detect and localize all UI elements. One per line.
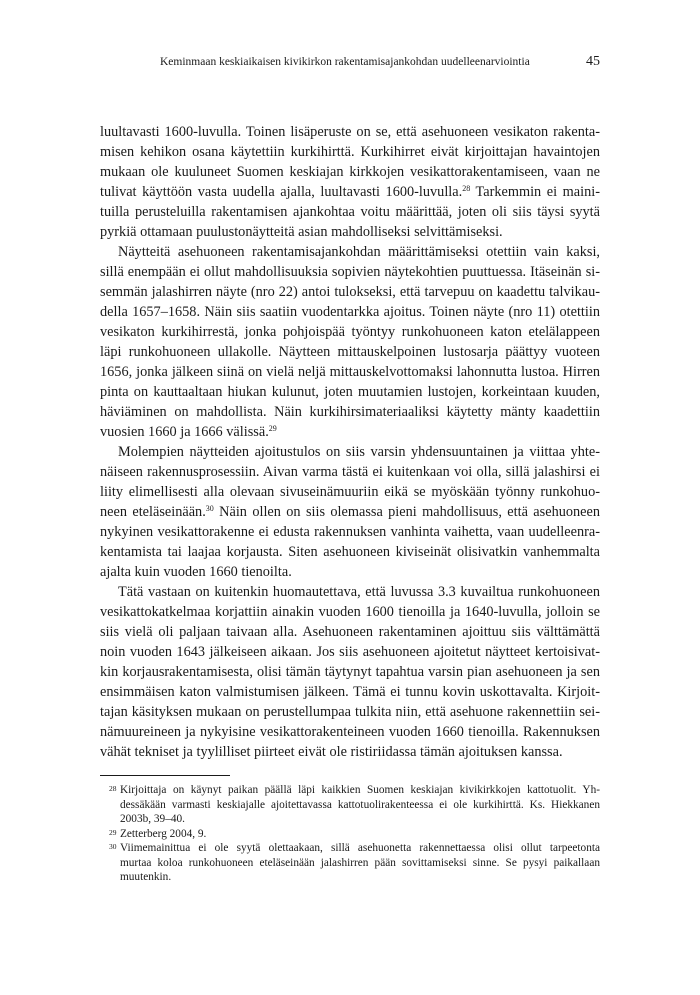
footnote-line	[100, 870, 600, 885]
footnote	[100, 841, 600, 885]
text-line	[100, 742, 600, 762]
text-segment: misen kehikon osana käytettiin kurkihirttä. Kurkihirret eivät kirjoittajan havaintojen	[100, 144, 600, 160]
text-line	[100, 182, 600, 202]
text-segment: nämuureineen ja nykyisine vesikattorakenteineen vuoden 1660 tienoilla. Rakennuksen	[100, 724, 600, 740]
text-line	[100, 562, 600, 582]
text-segment: pyrkiä ottamaan puulustonäytteitä asian mahdolliseksi selvittämiseksi.	[100, 224, 503, 240]
text-line	[100, 502, 600, 522]
text-line	[100, 202, 600, 222]
text-segment: liity elimellisesti alla olevaan sivuseinämuuriin eikä se myöskään työnny runkohuo-	[100, 484, 600, 500]
footnote	[100, 783, 600, 827]
text-segment: ajalta kuin vuoden 1660 tienoilta.	[100, 564, 292, 580]
text-segment: kin korjausrakentamisesta, olisi tämän täytynyt tapahtua varsin pian asehuoneen ja sen	[100, 664, 600, 680]
text-segment: Näytteitä asehuoneen rakentamisajankohdan määrittämiseksi otettiin vain kaksi,	[118, 244, 600, 260]
text-line	[100, 382, 600, 402]
footnote	[100, 827, 600, 842]
footnotes	[100, 783, 600, 885]
text-line	[100, 462, 600, 482]
footnote-ref[interactable]: 30	[205, 504, 214, 513]
text-segment: noin vuoden 1643 jälkeiseen aikaan. Jos siis asehuoneen ajoitetut näytteet kertoisivat-	[100, 644, 600, 660]
text-line	[100, 302, 600, 322]
text-segment: tuilla perusteluilla rakentamisen ajankohtaa voitu määrittää, joten oli siis täysi syytä	[100, 204, 600, 220]
text-segment: luultavasti 1600-luvulla. Toinen lisäperuste on se, että asehuoneen vesikaton rakenta-	[100, 124, 600, 140]
footnote-number: 29	[109, 827, 117, 837]
footnote-line	[100, 841, 600, 856]
paragraph	[100, 242, 600, 442]
footnote-text: Viimemainittua ei ole syytä olettaakaan, sillä asehuonetta rakennettaessa olisi ollut tarpeetonta	[120, 842, 600, 854]
text-segment: mukaan ole kuuluneet Suomen keskiajan kirkkojen vesikattorakentamiseen, vaan ne	[100, 164, 600, 180]
text-segment: tajan käsityksen mukaan on perustellumpaa tulkita niin, että asehuone rakennettiin sei-	[100, 704, 600, 720]
text-line	[100, 242, 600, 262]
running-header	[100, 54, 600, 74]
text-line	[100, 682, 600, 702]
footnote-line	[100, 798, 600, 813]
body-text	[100, 122, 600, 762]
footnote-text: Zetterberg 2004, 9.	[120, 827, 207, 840]
text-segment: pinta on kauttaaltaan hiukan kulunut, joten muutamien lustojen, korkeintaan kuuden,	[100, 384, 600, 400]
text-segment: kentamista tai laajaa korjausta. Siten asehuoneen kiviseinät olisivatkin vanhemmalta	[100, 544, 600, 560]
footnote-line	[100, 856, 600, 871]
footnote-line	[100, 827, 600, 842]
footnote-number: 28	[109, 784, 117, 793]
text-line	[100, 722, 600, 742]
text-line	[100, 222, 600, 242]
text-segment: Tarkemmin ei maini-	[470, 184, 600, 200]
text-segment: vesikattokatkelmaa korjattiin ainakin vuoden 1600 tienoilla ja 1640-luvulla, jolloin se	[100, 604, 600, 620]
text-segment: sillä enempään ei ollut mahdollisuuksia sopivien näytekohtien puuttuessa. Itäseinän si-	[100, 264, 600, 280]
text-line	[100, 702, 600, 722]
text-line	[100, 402, 600, 422]
footnote-line	[100, 783, 600, 798]
text-line	[100, 322, 600, 342]
text-segment: näiseen rakennusprosessiin. Aivan varma tästä ei kuitenkaan voi olla, sillä jalashirsi ei	[100, 464, 600, 480]
text-line	[100, 162, 600, 182]
footnote-text: murtaa koloa runkohuoneen eteläseinään jalashirren pään sovittamiseksi sinne. Se pysyi paikallaan	[120, 856, 600, 869]
text-line	[100, 442, 600, 462]
paragraph	[100, 122, 600, 242]
footnote-text: Kirjoittaja on käynyt paikan päällä läpi kaikkien Suomen keskiajan kivikirkkojen kattotuolit. Yh-	[120, 784, 600, 796]
text-line	[100, 662, 600, 682]
text-segment: tulivat käyttöön vasta uudella ajalla, luultavasti 1600-luvulla.	[100, 184, 463, 200]
running-title: Keminmaan keskiaikaisen kivikirkon rakentamisajankohdan uudelleenarviointia	[160, 56, 530, 68]
footnote-line	[100, 812, 600, 827]
footnote-rule	[100, 775, 230, 776]
text-line	[100, 362, 600, 382]
text-line	[100, 262, 600, 282]
text-segment: neen eteläseinään.	[100, 504, 206, 520]
text-line	[100, 542, 600, 562]
paragraph	[100, 442, 600, 582]
text-segment: vuosien 1660 ja 1666 välissä.	[100, 424, 269, 440]
paragraph	[100, 582, 600, 762]
text-segment: Tätä vastaan on kuitenkin huomautettava, että luvussa 3.3 kuvailtua runkohuoneen	[118, 584, 600, 600]
text-segment: 1656, jonka jälkeen siinä on vielä neljä mittauskelvottomaksi lahonnutta lustoa. Hirren	[100, 364, 600, 380]
text-line	[100, 602, 600, 622]
text-segment: semmän jalashirren näyte (nro 22) antoi tulokseksi, että tarvepuu on kaadettu talvikau-	[100, 284, 600, 300]
text-segment: häviäminen on mahdollista. Näin kurkihirsimateriaaliksi käytetty mänty kaadettiin	[100, 404, 600, 420]
text-segment: läpi runkohuoneen ullakolle. Näytteen mittauskelpoinen lustosarja päättyy vuoteen	[100, 344, 600, 360]
footnote-ref[interactable]: 28	[462, 184, 471, 193]
text-segment: ensimmäisen katon valmistumisen jälkeen. Tämä ei tunnu kovin uskottavalta. Kirjoit-	[100, 684, 600, 700]
footnote-number: 30	[109, 842, 117, 851]
text-line	[100, 622, 600, 642]
text-segment: nykyinen vesikattorakenne ei edusta rakennuksen vanhinta vaihetta, vaan uudelleenra-	[100, 524, 600, 540]
text-segment: siis vielä oli paljaan taivaan alla. Asehuoneen rakentaminen ajoittuu siis välttämättä	[100, 624, 600, 640]
text-segment: Näin ollen on siis olemassa pieni mahdollisuus, että asehuoneen	[213, 504, 600, 520]
text-segment: Molempien näytteiden ajoitustulos on siis varsin yhdensuuntainen ja viittaa yhte-	[118, 444, 600, 460]
footnote-text: 2003b, 39–40.	[120, 813, 185, 825]
text-line	[100, 522, 600, 542]
text-line	[100, 582, 600, 602]
text-line	[100, 422, 600, 442]
footnote-text: muutenkin.	[120, 871, 172, 883]
footnote-text: dessäkään varmasti keskiajalle ajoitettavassa kattotuolirakenteessa ei ole kurkihirttä. Ks. Hiekkanen	[120, 798, 600, 811]
footnote-ref[interactable]: 29	[268, 424, 277, 433]
page-number: 45	[586, 54, 600, 69]
text-line	[100, 642, 600, 662]
text-line	[100, 142, 600, 162]
text-line	[100, 282, 600, 302]
text-line	[100, 342, 600, 362]
text-line	[100, 122, 600, 142]
text-segment: vesikaton kurkihirrestä, jonka pohjoispää työntyy runkohuoneen katon etelälappeen	[100, 324, 600, 340]
text-line	[100, 482, 600, 502]
text-segment: della 1657–1658. Näin siis saatiin vuodentarkka ajoitus. Toinen näyte (nro 11) otettiin	[100, 304, 600, 320]
text-segment: vähät tekniset ja tyylilliset piirteet eivät ole ristiriidassa tämän ajoituksen kanssa.	[100, 744, 563, 760]
